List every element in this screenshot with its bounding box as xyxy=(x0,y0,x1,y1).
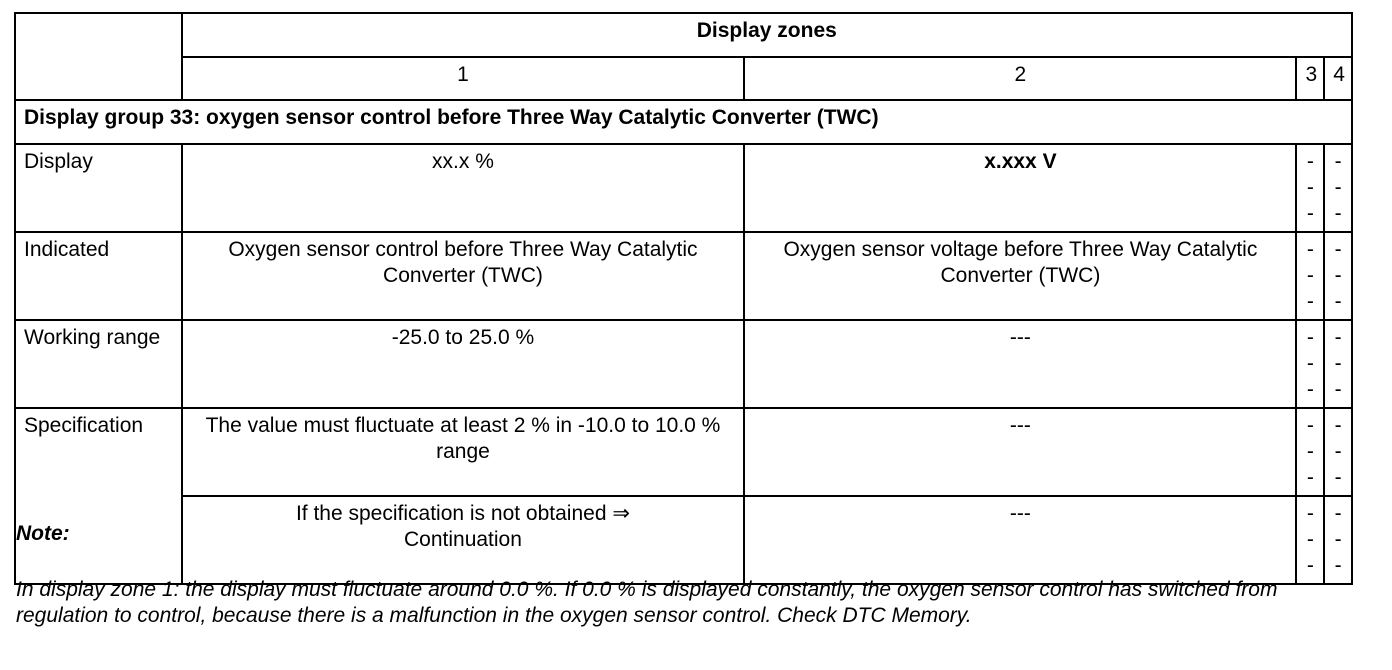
specification-zone-3: --- xyxy=(1296,408,1324,496)
display-group-table xyxy=(14,12,1353,585)
working-range-zone-2: --- xyxy=(744,320,1296,408)
display-zone-4: --- xyxy=(1324,144,1352,232)
not-obtained-zone-1 xyxy=(182,496,745,584)
zone-3-header: 3 xyxy=(1296,57,1324,100)
zone-4-header: 4 xyxy=(1324,57,1352,100)
continuation-label: Continuation xyxy=(403,528,522,551)
display-zone-2: x.xxx V xyxy=(744,144,1296,232)
working-range-zone-3: --- xyxy=(1296,320,1324,408)
working-range-zone-4: --- xyxy=(1324,320,1352,408)
indicated-zone-4: --- xyxy=(1324,232,1352,320)
indicated-zone-2: Oxygen sensor voltage before Three Way Catalytic Converter (TWC) xyxy=(744,232,1296,320)
not-obtained-zone-2: --- xyxy=(744,496,1296,584)
continuation-link-text[interactable] xyxy=(296,501,630,553)
display-zone-3: --- xyxy=(1296,144,1324,232)
empty-corner-cell xyxy=(15,13,182,100)
display-zones-header: Display zones xyxy=(182,13,1352,57)
specification-zone-4: --- xyxy=(1324,408,1352,496)
indicated-zone-1: Oxygen sensor control before Three Way Catalytic Converter (TWC) xyxy=(182,232,745,320)
not-obtained-text: If the specification is not obtained ⇒ xyxy=(295,502,630,525)
indicated-zone-3: --- xyxy=(1296,232,1324,320)
specification-zone-2: --- xyxy=(744,408,1296,496)
row-label-specification: Specification xyxy=(15,408,182,584)
specification-zone-1: The value must fluctuate at least 2 % in -10.0 to 10.0 % range xyxy=(182,408,745,496)
not-obtained-zone-4: --- xyxy=(1324,496,1352,584)
zone-2-header: 2 xyxy=(744,57,1296,100)
not-obtained-zone-3: --- xyxy=(1296,496,1324,584)
zone-1-header: 1 xyxy=(182,57,745,100)
row-label-indicated: Indicated xyxy=(15,232,182,320)
display-group-title: Display group 33: oxygen sensor control before Three Way Catalytic Converter (TWC) xyxy=(15,100,1352,144)
row-label-display: Display xyxy=(15,144,182,232)
note-title: Note: xyxy=(16,522,70,545)
note-text: In display zone 1: the display must fluctuate around 0.0 %. If 0.0 % is displayed constantly, the oxygen sensor control has switched from regulation to control, because there is a malfunction in the oxygen sensor control. Check DTC Memory. xyxy=(16,578,1278,627)
working-range-zone-1: -25.0 to 25.0 % xyxy=(182,320,745,408)
row-label-working-range: Working range xyxy=(15,320,182,408)
display-zone-1: xx.x % xyxy=(182,144,745,232)
